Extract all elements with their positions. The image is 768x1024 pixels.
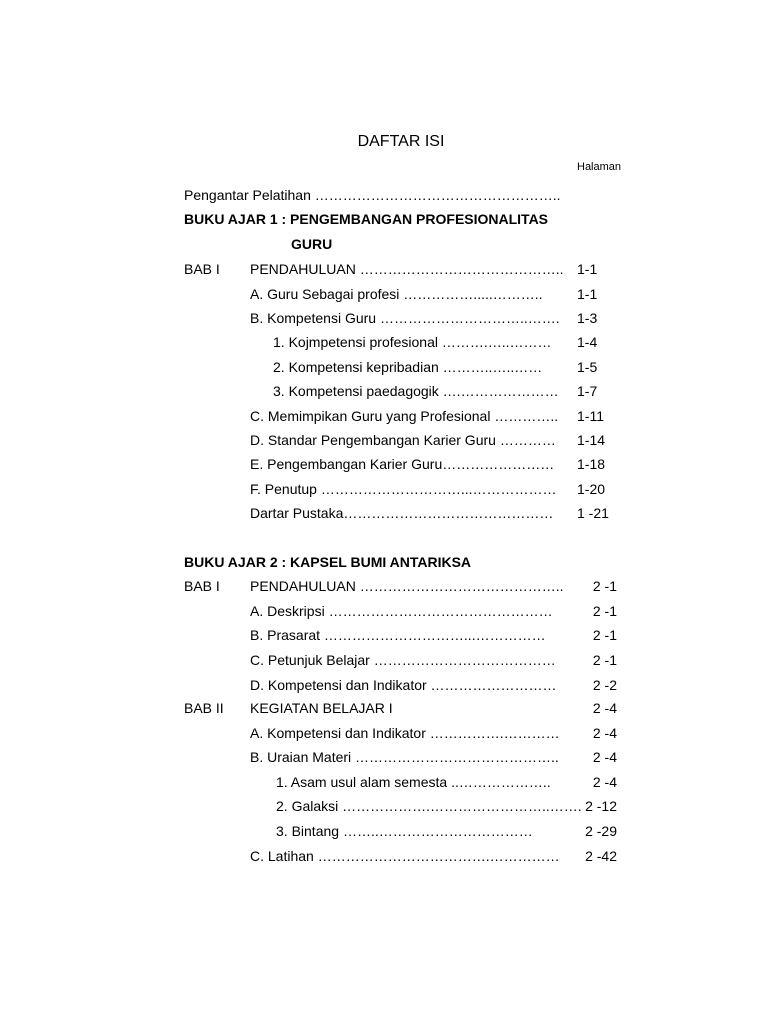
chapter-prefix: BAB II — [184, 700, 224, 716]
toc-page-number: 1-20 — [577, 481, 606, 497]
toc-entry: C. Petunjuk Belajar ………………………………… — [250, 652, 556, 668]
toc-entry: F. Penutup …………………………...……………… — [250, 481, 557, 497]
toc-page-number: 1-18 — [577, 456, 606, 472]
toc-entry: A. Kompetensi dan Indikator …………….………… — [250, 725, 560, 741]
toc-entry: 3. Bintang ……..…………………………… — [276, 823, 533, 839]
toc-page-number: 1-1 — [577, 261, 598, 277]
toc-page-number: 1-1 — [577, 286, 598, 302]
chapter-prefix: BAB I — [184, 261, 220, 277]
page-column-header: Halaman — [577, 161, 622, 173]
toc-entry: B. Kompetensi Guru …………………………..……. — [250, 310, 560, 326]
toc-page-number: 1-5 — [577, 359, 598, 375]
toc-page-number: 2 -2 — [592, 677, 617, 693]
toc-page-number: 1-3 — [577, 310, 598, 326]
toc-entry: A. Deskripsi ………………………………………… — [250, 603, 553, 619]
toc-page-number: 1-4 — [577, 334, 598, 350]
toc-page-number: 2 -1 — [592, 578, 617, 594]
toc-entry: B. Prasarat …………………………...…………… — [250, 627, 546, 643]
toc-page-number: 2 -1 — [592, 627, 617, 643]
toc-entry: C. Memimpikan Guru yang Profesional ………….. — [250, 408, 559, 424]
toc-page-number: 2 -42 — [585, 848, 617, 864]
toc-entry: 1. Asam usul alam semesta ..……………….. — [276, 774, 551, 790]
toc-entry: 2. Kompetensi kepribadian ………..…..…… — [273, 359, 543, 375]
toc-entry: 3. Kompetensi paedagogik ….………………… — [273, 383, 559, 399]
toc-entry: PENDAHULUAN …………………………………….. — [250, 578, 564, 594]
toc-entry: Dartar Pustaka……………………………………… — [250, 505, 554, 521]
toc-page-number: 1-7 — [577, 383, 598, 399]
toc-entry: A. Guru Sebagai profesi …………….....……….. — [250, 286, 543, 302]
toc-page-number: 2 -29 — [585, 823, 617, 839]
toc-entry: PENDAHULUAN …………………………………….. — [250, 261, 564, 277]
toc-page-number: 2 -4 — [592, 700, 617, 716]
toc-page-number: 2 -4 — [592, 725, 617, 741]
toc-page-number: 1-14 — [577, 432, 606, 448]
toc-page-number: 2 -1 — [592, 603, 617, 619]
toc-entry: 2. Galaksi ……………….……………………..……. — [276, 798, 582, 814]
chapter-prefix: BAB I — [184, 578, 220, 594]
toc-entry: B. Uraian Materi …………………………………….. — [250, 749, 559, 765]
toc-page-number: 1-11 — [577, 408, 604, 424]
page-title: DAFTAR ISI — [357, 133, 445, 150]
toc-entry: KEGIATAN BELAJAR I — [250, 700, 393, 716]
toc-entry: C. Latihan ……………………………….…………… — [250, 848, 560, 864]
toc-entry: D. Kompetensi dan Indikator ……………………… — [250, 677, 557, 693]
toc-page-number: 2 -4 — [592, 749, 617, 765]
section-heading-buku-2: BUKU AJAR 2 : KAPSEL BUMI ANTARIKSA — [184, 554, 472, 570]
toc-entry: 1. Kojmpetensi profesional ……….…..……… — [273, 334, 552, 350]
toc-page-number: 1 -21 — [577, 505, 609, 521]
section-heading-buku-1: BUKU AJAR 1 : PENGEMBANGAN PROFESIONALITAS — [184, 211, 549, 227]
toc-page-number: 2 -4 — [592, 774, 617, 790]
toc-entry-pengantar: Pengantar Pelatihan …………………………………………….. — [184, 187, 561, 203]
toc-entry: E. Pengembangan Karier Guru…………………… — [250, 456, 555, 472]
toc-page-number: 2 -12 — [585, 798, 617, 814]
section-heading-buku-1-cont: GURU — [291, 236, 333, 252]
toc-page-number: 2 -1 — [592, 652, 617, 668]
toc-entry: D. Standar Pengembangan Karier Guru ………… — [250, 432, 556, 448]
